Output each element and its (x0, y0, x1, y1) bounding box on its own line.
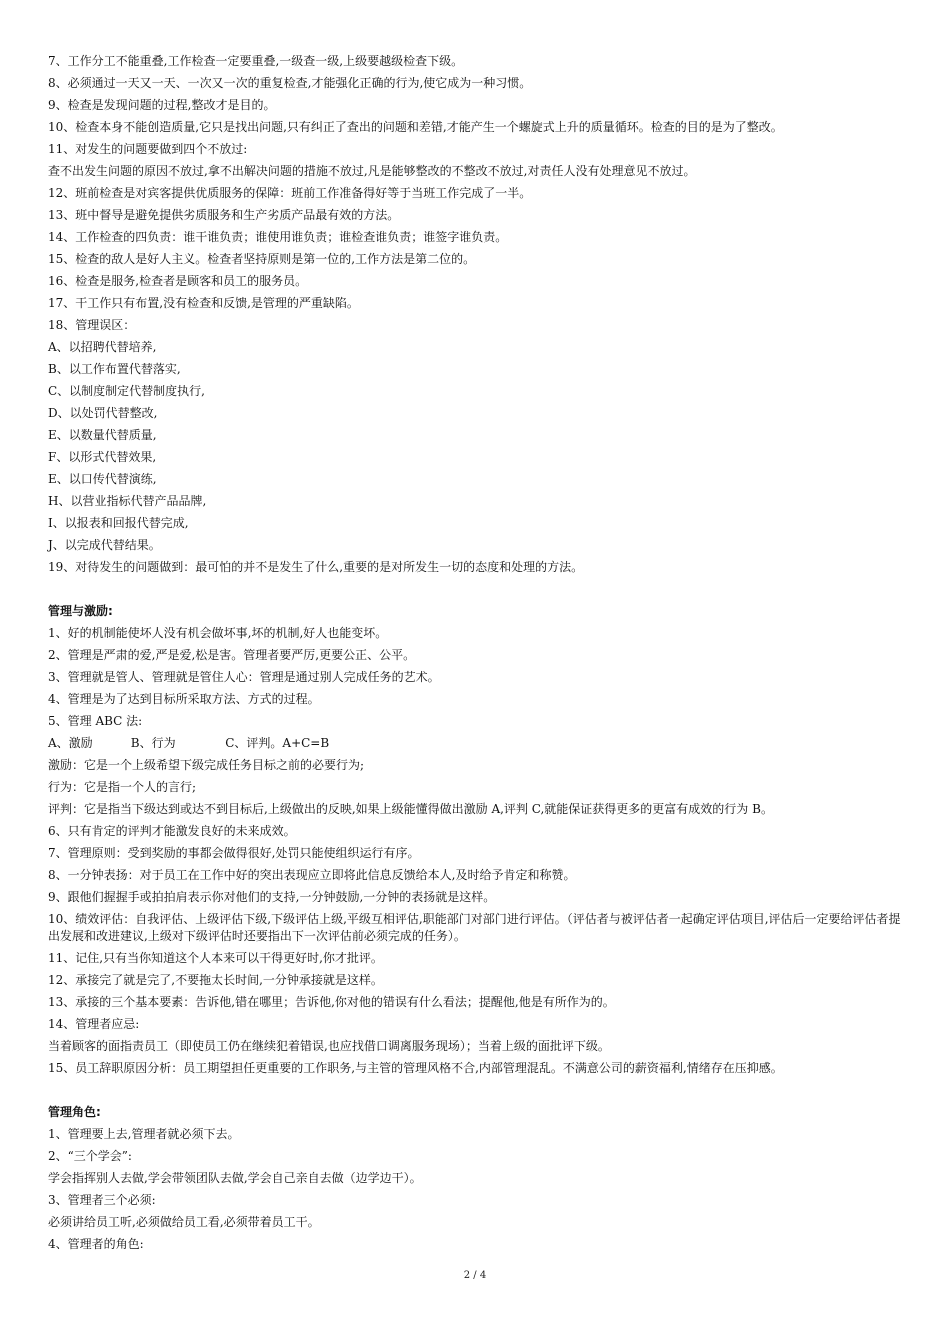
page-number: 2 / 4 (463, 1270, 487, 1281)
text-line: C、以制度制定代替制度执行, (48, 384, 205, 398)
text-line: 学会指挥别人去做,学会带领团队去做,学会自己亲自去做（边学边干）。 (48, 1171, 422, 1185)
text-line: 17、干工作只有布置,没有检查和反馈,是管理的严重缺陷。 (48, 296, 359, 310)
text-line: 行为：它是指一个人的言行; (48, 780, 197, 794)
section-inspection (48, 50, 912, 578)
text-line: 13、承接的三个基本要素：告诉他,错在哪里；告诉他,你对他的错误有什么看法；提醒他,他是有所作为的。 (48, 995, 615, 1009)
text-line: 5、管理 ABC 法: (48, 714, 143, 728)
text-line: 12、承接完了就是完了,不要拖太长时间,一分钟承接就是这样。 (48, 973, 383, 987)
text-line: B、以工作布置代替落实, (48, 362, 181, 376)
text-line: 必须讲给员工听,必须做给员工看,必须带着员工干。 (48, 1215, 320, 1229)
section-gap (48, 1079, 912, 1101)
section-heading-management-motivation: 管理与激励: (48, 604, 113, 618)
text-line: E、以数量代替质量, (48, 428, 157, 442)
text-line: 2、管理是严肃的爱,严是爱,松是害。管理者要严厉,更要公正、公平。 (48, 648, 416, 662)
section-gap (48, 578, 912, 600)
text-line: 16、检查是服务,检查者是顾客和员工的服务员。 (48, 274, 308, 288)
text-line: 18、管理误区： (48, 318, 136, 332)
text-line: E、以口传代替演练, (48, 472, 157, 486)
text-line: 3、管理者三个必须: (48, 1193, 156, 1207)
section-management-role (48, 1123, 912, 1255)
text-line: 10、检查本身不能创造质量,它只是找出问题,只有纠正了查出的问题和差错,才能产生一个螺旋式上升的质量循环。检查的目的是为了整改。 (48, 120, 783, 134)
text-line: 1、管理要上去,管理者就必须下去。 (48, 1127, 240, 1141)
text-line: 8、一分钟表扬：对于员工在工作中好的突出表现应立即将此信息反馈给本人,及时给予肯定和称赞。 (48, 868, 576, 882)
text-line: 12、班前检查是对宾客提供优质服务的保障：班前工作准备得好等于当班工作完成了一半。 (48, 186, 532, 200)
text-line: F、以形式代替效果, (48, 450, 157, 464)
text-line: I、以报表和回报代替完成, (48, 516, 189, 530)
text-line: 11、记住,只有当你知道这个人本来可以干得更好时,你才批评。 (48, 951, 383, 965)
text-line: D、以处罚代替整改, (48, 406, 158, 420)
text-line: 7、工作分工不能重叠,工作检查一定要重叠,一级查一级,上级要越级检查下级。 (48, 54, 464, 68)
text-line: 13、班中督导是避免提供劣质服务和生产劣质产品最有效的方法。 (48, 208, 400, 222)
text-line: 激励：它是一个上级希望下级完成任务目标之前的必要行为; (48, 758, 365, 772)
text-line: 19、对待发生的问题做到：最可怕的并不是发生了什么,重要的是对所发生一切的态度和处理的方法。 (48, 560, 584, 574)
text-line: 1、好的机制能使坏人没有机会做坏事,坏的机制,好人也能变坏。 (48, 626, 388, 640)
text-line: 评判：它是指当下级达到或达不到目标后,上级做出的反映,如果上级能懂得做出激励 A,评判 C,就能保证获得更多的更富有成效的行为 B。 (48, 802, 773, 816)
text-line: 3、管理就是管人、管理就是管住人心：管理是通过别人完成任务的艺术。 (48, 670, 440, 684)
text-line: J、以完成代替结果。 (48, 538, 161, 552)
text-line: 9、检查是发现问题的过程,整改才是目的。 (48, 98, 276, 112)
text-line: 15、检查的敌人是好人主义。检查者坚持原则是第一位的,工作方法是第二位的。 (48, 252, 476, 266)
text-line: 查不出发生问题的原因不放过,拿不出解决问题的措施不放过,凡是能够整改的不整改不放过,对责任人没有处理意见不放过。 (48, 164, 696, 178)
text-line: 14、工作检查的四负责：谁干谁负责；谁使用谁负责；谁检查谁负责；谁签字谁负责。 (48, 230, 508, 244)
section-management-motivation (48, 622, 912, 1079)
text-line: 8、必须通过一天又一天、一次又一次的重复检查,才能强化正确的行为,使它成为一种习惯。 (48, 76, 532, 90)
text-line: 9、跟他们握握手或拍拍肩表示你对他们的支持,一分钟鼓励,一分钟的表扬就是这样。 (48, 890, 496, 904)
text-line: 11、对发生的问题要做到四个不放过: (48, 142, 248, 156)
text-line: A、激励 B、行为 C、评判。A+C=B (48, 736, 330, 750)
section-heading-management-role: 管理角色: (48, 1105, 101, 1119)
text-line: H、以营业指标代替产品品牌, (48, 494, 207, 508)
text-line: 4、管理者的角色: (48, 1237, 144, 1251)
text-line: 7、管理原则：受到奖励的事都会做得很好,处罚只能使组织运行有序。 (48, 846, 420, 860)
text-line: 14、管理者应忌: (48, 1017, 140, 1031)
text-line: 6、只有肯定的评判才能激发良好的未来成效。 (48, 824, 296, 838)
document-page (48, 50, 912, 1255)
text-line: 10、绩效评估：自我评估、上级评估下级,下级评估上级,平级互相评估,职能部门对部门进行评估。（评估者与被评估者一起确定评估项目,评估后一定要给评估者提出发展和改进建议,上级对下级评估时还要指出下一次评估前必须完成的任务）。 (48, 912, 901, 943)
text-line: 当着顾客的面指责员工（即使员工仍在继续犯着错误,也应找借口调离服务现场）；当着上级的面批评下级。 (48, 1039, 610, 1053)
text-line: 2、“三个学会”: (48, 1149, 132, 1163)
text-line: 15、员工辞职原因分析：员工期望担任更重要的工作职务,与主管的管理风格不合,内部管理混乱。不满意公司的薪资福利,情绪存在压抑感。 (48, 1061, 783, 1075)
text-line: A、以招聘代替培养, (48, 340, 157, 354)
text-line: 4、管理是为了达到目标所采取方法、方式的过程。 (48, 692, 320, 706)
